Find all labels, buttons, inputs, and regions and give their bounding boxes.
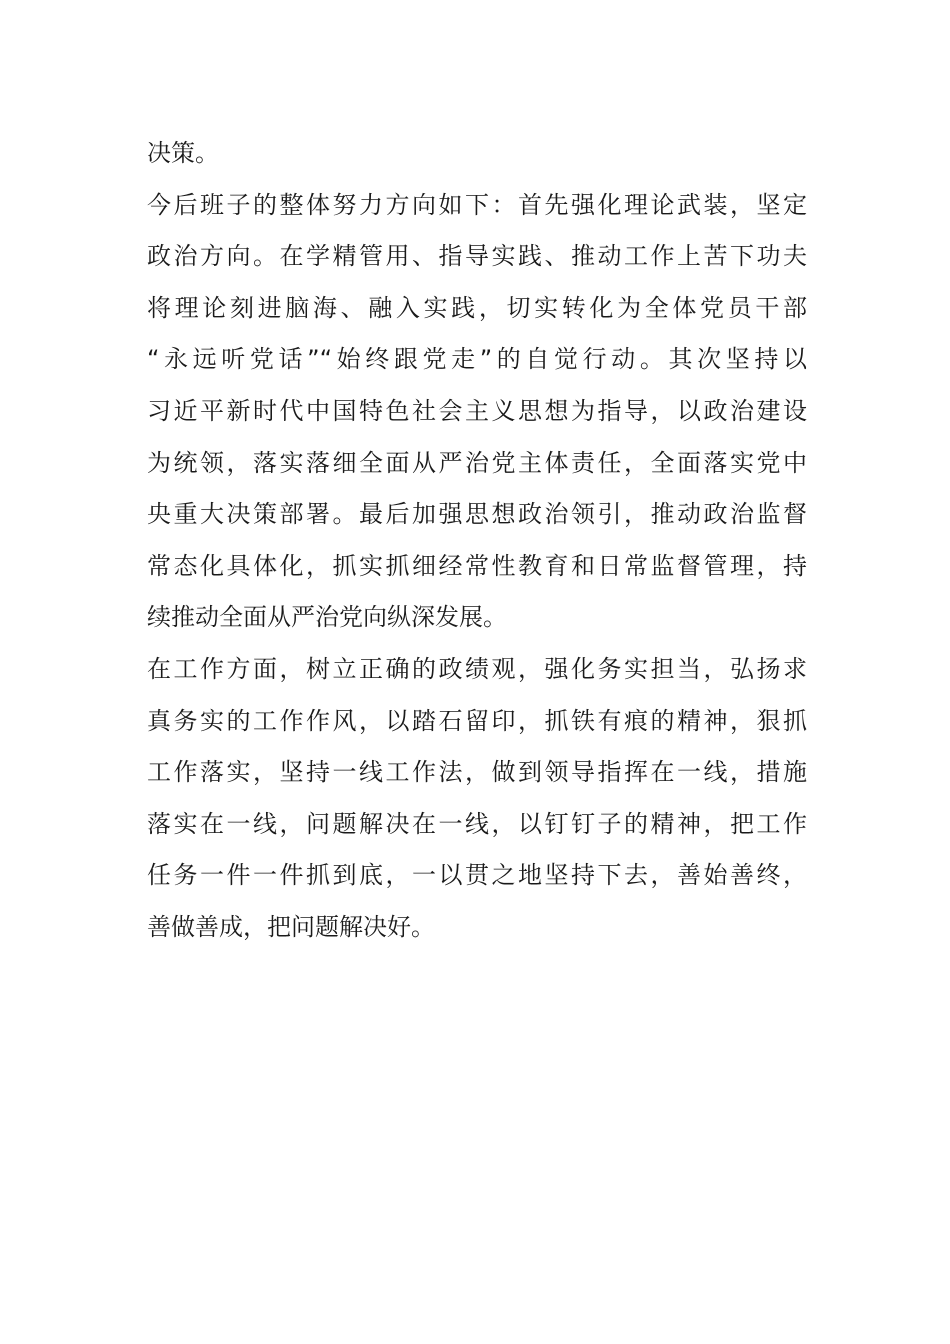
text-line-15: 任务一件一件抓到底，一以贯之地坚持下去，善始善终，	[147, 861, 807, 890]
text-line-2: 今后班子的整体努力方向如下：首先强化理论武装，坚定	[147, 190, 807, 219]
text-line-14: 落实在一线，问题解决在一线，以钉钉子的精神，把工作	[147, 809, 807, 838]
text-line-10: 续推动全面从严治党向纵深发展。	[147, 603, 507, 632]
text-line-16: 善做善成，把问题解决好。	[147, 912, 435, 941]
text-line-3: 政治方向。在学精管用、指导实践、推动工作上苦下功夫	[147, 242, 807, 271]
text-line-12: 真务实的工作作风，以踏石留印，抓铁有痕的精神，狠抓	[147, 706, 807, 735]
text-line-8: 央重大决策部署。最后加强思想政治领引，推动政治监督	[147, 500, 807, 529]
text-line-7: 为统领，落实落细全面从严治党主体责任，全面落实党中	[147, 448, 807, 477]
text-line-6: 习近平新时代中国特色社会主义思想为指导，以政治建设	[147, 396, 807, 425]
text-line-11: 在工作方面，树立正确的政绩观，强化务实担当，弘扬求	[147, 654, 807, 683]
text-line-1: 决策。	[147, 139, 219, 167]
text-line-5: “永远听党话”“始终跟党走”的自觉行动。其次坚持以	[147, 345, 807, 374]
text-line-13: 工作落实，坚持一线工作法，做到领导指挥在一线，措施	[147, 758, 807, 787]
body-text	[147, 128, 807, 954]
text-line-9: 常态化具体化，抓实抓细经常性教育和日常监督管理，持	[147, 551, 807, 580]
text-line-4: 将理论刻进脑海、融入实践，切实转化为全体党员干部	[147, 293, 807, 322]
